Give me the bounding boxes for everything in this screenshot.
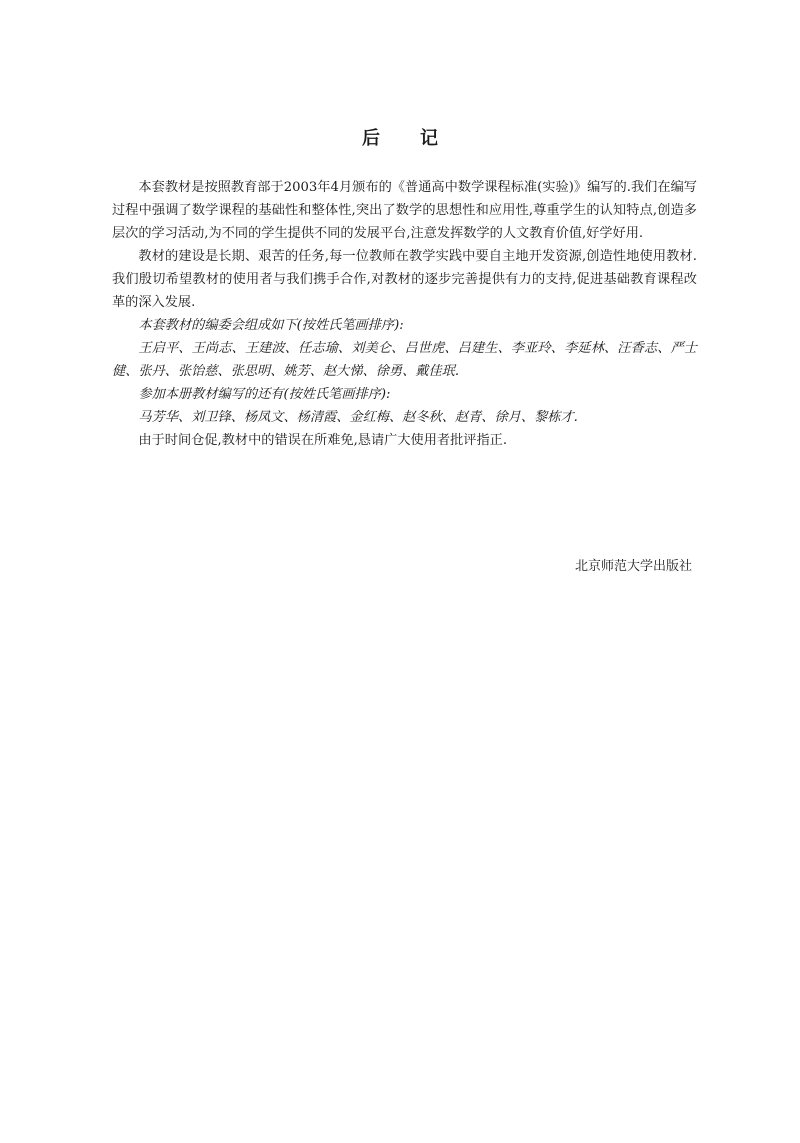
paragraph-intro: 本套教材是按照教育部于2003年4月颁布的《普通高中数学课程标准(实验)》编写的.我们在编写过程中强调了数学课程的基础性和整体性,突出了数学的思想性和应用性,尊重学生的认知特点,创造多层次的学习活动,为不同的学生提供不同的发展平台,注意发挥数学的人文教育价值,好学好用.: [112, 180, 697, 241]
contributors-list: 马芳华、刘卫锋、杨凤文、杨清霞、金红梅、赵冬秋、赵青、徐月、黎栋才.: [138, 410, 578, 425]
editors-list: 王启平、王尚志、王建波、任志瑜、刘美仑、吕世虎、吕建生、李亚玲、李延林、汪香志、严士健、张丹、张饴慈、张思明、姚芳、赵大悌、徐勇、戴佳珉.: [112, 341, 697, 379]
closing-note: 由于时间仓促,教材中的错误在所难免,恳请广大使用者批评指正.: [138, 433, 508, 448]
paragraph-construction: 教材的建设是长期、艰苦的任务,每一位教师在教学实践中要自主地开发资源,创造性地使用教材.我们殷切希望教材的使用者与我们携手合作,对教材的逐步完善提供有力的支持,促进基础教育课程改革的深入发展.: [112, 249, 697, 310]
publisher-signature: 北京师范大学出版社: [574, 559, 692, 574]
page-title: 后记: [362, 128, 478, 149]
contributors-intro: 参加本册教材编写的还有(按姓氏笔画排序):: [138, 387, 391, 402]
document-body: [112, 176, 697, 452]
editors-intro: 本套教材的编委会组成如下(按姓氏笔画排序):: [138, 318, 404, 333]
